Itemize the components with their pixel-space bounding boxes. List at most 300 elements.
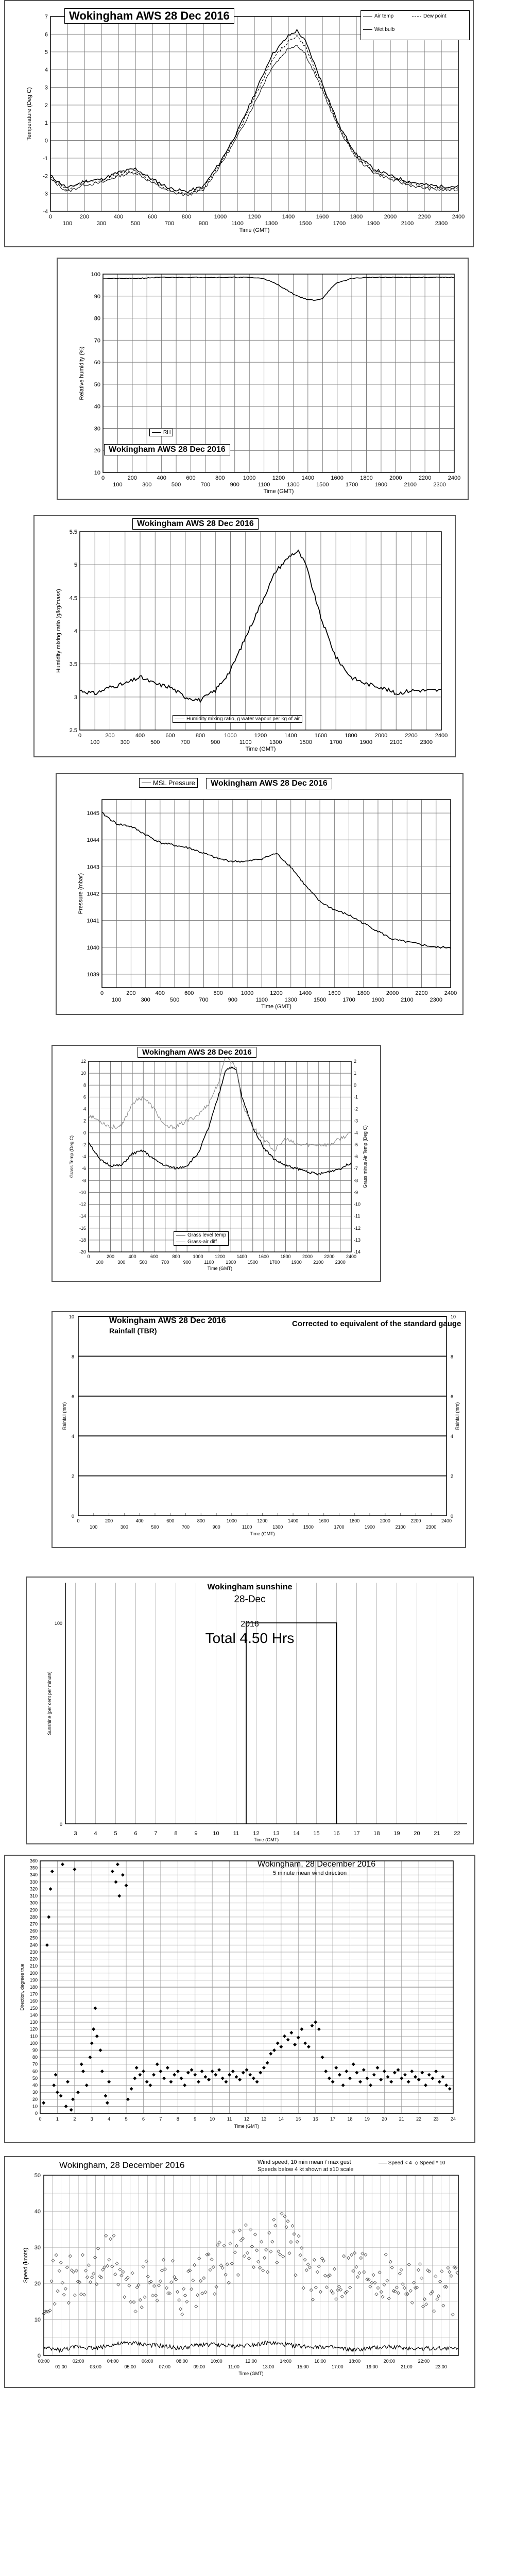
rainfall-chart-subtitle: Rainfall (TBR) (109, 1327, 157, 1335)
y-tick-label: 1043 (87, 864, 99, 871)
data-point (321, 2056, 324, 2059)
legend-grass-air-diff: Grass-air diff (187, 1239, 217, 1245)
data-point-speed-x10 (171, 2259, 175, 2262)
x-tick-label: 2000 (384, 214, 397, 220)
data-point-speed-x10 (53, 2302, 56, 2306)
x-tick-label: 0 (87, 1254, 90, 1259)
x-tick-label: 2000 (386, 990, 399, 996)
wind-speed-chart (5, 2157, 474, 2387)
wind-speed-chart-subtitle: Wind speed, 10 min mean / max gust (258, 2159, 351, 2165)
x-tick-label: 300 (120, 739, 130, 745)
data-point-speed-x10 (73, 2294, 76, 2297)
data-point (444, 2083, 448, 2087)
y-axis-label: Temperature (Deg C) (26, 87, 32, 141)
y-tick-label: 310 (29, 1893, 38, 1899)
data-point-speed-x10 (112, 2234, 115, 2237)
data-point-speed-x10 (56, 2290, 59, 2293)
y-right-tick-label: -5 (354, 1142, 358, 1147)
data-point (434, 2070, 438, 2073)
y-tick-label: 1045 (87, 810, 99, 817)
data-point (126, 2097, 130, 2101)
x-tick-label: 1700 (334, 1524, 345, 1530)
data-point-speed-x10 (280, 2212, 283, 2215)
x-tick-label: 1800 (360, 475, 373, 481)
x-tick-label: 1700 (342, 997, 355, 1003)
data-point-speed-x10 (151, 2294, 154, 2297)
data-point-speed-x10 (294, 2274, 297, 2277)
data-point (148, 2083, 152, 2087)
y-tick-label: -12 (79, 1201, 86, 1207)
y-tick-label: 120 (29, 2026, 38, 2032)
x-tick-label: 1800 (280, 1254, 291, 1259)
x-tick-label: 21 (399, 2116, 404, 2122)
y-tick-label: 60 (32, 2069, 38, 2074)
y-tick-label: 130 (29, 2020, 38, 2025)
x-tick-label: 1300 (284, 997, 297, 1003)
data-point (400, 2076, 403, 2080)
data-point (317, 2027, 321, 2031)
x-tick-label: 11:00 (228, 2364, 239, 2369)
x-tick-label: 1400 (282, 214, 295, 220)
legend-air-temp: Air temp (374, 13, 394, 19)
mixing-ratio-chart-title: Wokingham AWS 28 Dec 2016 (132, 518, 259, 530)
data-point-speed-x10 (159, 2280, 162, 2283)
x-tick-label: 20:00 (383, 2359, 396, 2364)
data-point-speed-x10 (439, 2280, 442, 2283)
pressure-legend (139, 778, 198, 788)
data-point-speed-x10 (218, 2241, 221, 2244)
x-axis-label: Time (GMT) (250, 1531, 275, 1536)
y-right-axis-label: Rainfall (mm) (455, 1402, 460, 1430)
x-tick-label: 600 (150, 1254, 159, 1259)
y-tick-label: 210 (29, 1963, 38, 1969)
data-point-speed-x10 (241, 2237, 244, 2240)
x-tick-label: 8 (174, 1831, 178, 1837)
data-point-speed-x10 (423, 2298, 426, 2301)
y-tick-label: 30 (32, 2090, 38, 2095)
data-point-speed-x10 (308, 2266, 311, 2269)
data-point (383, 2070, 386, 2073)
x-tick-label: 1400 (284, 733, 297, 739)
x-tick-label: 2100 (390, 739, 403, 745)
y-tick-label: 290 (29, 1907, 38, 1913)
y-tick-label: -4 (43, 209, 48, 215)
x-tick-label: 2200 (415, 990, 428, 996)
data-point-speed-x10 (381, 2295, 384, 2298)
data-point-speed-x10 (319, 2290, 322, 2293)
data-point (95, 2035, 99, 2038)
data-point (272, 2048, 276, 2052)
x-tick-label: 03:00 (90, 2364, 101, 2369)
x-tick-label: 800 (172, 1254, 180, 1259)
sunshine-chart (27, 1578, 473, 1843)
x-tick-label: 05:00 (124, 2364, 136, 2369)
data-point-speed-x10 (94, 2256, 97, 2259)
x-tick-label: 14 (278, 2116, 284, 2122)
x-tick-label: 17:00 (331, 2364, 344, 2369)
x-tick-label: 13 (273, 1831, 280, 1837)
data-point-speed-x10 (356, 2276, 359, 2279)
x-tick-label: 9 (194, 2116, 197, 2122)
x-tick-label: 16:00 (314, 2359, 326, 2364)
x-tick-label: 500 (150, 739, 160, 745)
sunshine-chart-year: 2016 (241, 1620, 259, 1629)
data-point-speed-x10 (185, 2300, 188, 2303)
x-tick-label: 1000 (224, 733, 237, 739)
data-point-speed-x10 (369, 2285, 372, 2288)
data-point-speed-x10 (126, 2276, 129, 2279)
data-point-speed-x10 (437, 2295, 440, 2298)
x-tick-label: 18:00 (349, 2359, 361, 2364)
x-tick-label: 2200 (410, 1518, 421, 1523)
x-tick-label: 300 (141, 997, 150, 1003)
data-point (310, 2024, 314, 2027)
y-tick-label: -14 (79, 1213, 86, 1219)
data-point-speed-x10 (140, 2306, 143, 2309)
x-tick-label: 700 (180, 739, 190, 745)
x-tick-label: 0 (77, 1518, 80, 1523)
x-tick-label: 18 (347, 2116, 353, 2122)
x-tick-label: 1000 (226, 1518, 237, 1523)
y-tick-label: 50 (94, 381, 100, 388)
data-point-speed-x10 (184, 2294, 187, 2297)
x-tick-label: 1400 (288, 1518, 299, 1523)
x-tick-label: 10 (210, 2116, 215, 2122)
y-tick-label: 260 (29, 1928, 38, 1934)
data-point-speed-x10 (352, 2269, 355, 2273)
data-point-speed-x10 (175, 2278, 178, 2281)
temperature-chart-title: Wokingham AWS 28 Dec 2016 (64, 8, 234, 24)
x-tick-label: 1700 (269, 1260, 280, 1265)
data-point (286, 2038, 290, 2042)
y-right-tick-label: 2 (354, 1059, 357, 1064)
x-tick-label: 24 (450, 2116, 456, 2122)
y-tick-label: 100 (54, 1621, 62, 1626)
data-point-speed-x10 (305, 2269, 308, 2272)
x-tick-label: 1900 (365, 1524, 375, 1530)
x-tick-label: 21 (434, 1831, 440, 1837)
data-point-speed-x10 (403, 2286, 406, 2290)
x-tick-label: 1200 (254, 733, 267, 739)
data-point (162, 2076, 166, 2080)
data-point-speed-x10 (50, 2280, 53, 2283)
x-tick-label: 900 (211, 739, 220, 745)
y-tick-label: 180 (29, 1985, 38, 1990)
y-tick-label: 2 (83, 1118, 86, 1124)
data-point (448, 2087, 452, 2091)
x-tick-label: 2100 (401, 997, 414, 1003)
y-right-tick-label: -12 (354, 1225, 361, 1231)
x-tick-label: 200 (126, 990, 136, 996)
y-tick-label: 50 (34, 2173, 41, 2179)
x-tick-label: 2100 (404, 482, 417, 488)
x-tick-label: 2300 (433, 482, 446, 488)
x-tick-label: 600 (184, 990, 194, 996)
data-point-speed-x10 (115, 2262, 118, 2265)
data-point-speed-x10 (440, 2270, 443, 2273)
data-point-speed-x10 (289, 2241, 293, 2244)
x-tick-label: 600 (165, 733, 175, 739)
x-tick-label: 2000 (389, 475, 402, 481)
data-point (80, 2062, 83, 2066)
data-point (331, 2080, 335, 2083)
data-point-speed-x10 (229, 2242, 232, 2245)
wind-direction-chart-title: Wokingham, 28 December 2016 (258, 1860, 376, 1869)
y-tick-label: 90 (94, 293, 100, 300)
data-point (59, 2094, 63, 2097)
y-axis-label: Pressure (mbar) (78, 873, 84, 914)
y-tick-label: 1040 (87, 944, 99, 951)
legend-grass-level-temp: Grass level temp (187, 1232, 227, 1238)
x-tick-label: 600 (166, 1518, 175, 1523)
wind-speed-chart-subtitle-2: Speeds below 4 kt shown at x10 scale (258, 2166, 354, 2173)
y-tick-label: 50 (32, 2075, 38, 2081)
data-point (283, 2035, 286, 2038)
data-point-speed-x10 (341, 2295, 344, 2298)
x-tick-label: 1300 (287, 482, 300, 488)
data-point-speed-x10 (105, 2234, 108, 2238)
x-tick-label: 1600 (314, 733, 328, 739)
x-tick-label: 4 (108, 2116, 111, 2122)
x-tick-label: 900 (212, 1524, 220, 1530)
y-tick-label: 110 (30, 2033, 38, 2039)
data-point-speed-x10 (364, 2253, 367, 2256)
x-tick-label: 1300 (272, 1524, 283, 1530)
x-tick-label: 1400 (236, 1254, 247, 1259)
y-tick-label: 100 (91, 272, 100, 278)
x-tick-label: 1 (56, 2116, 59, 2122)
y-tick-label: 40 (32, 2082, 38, 2088)
x-tick-label: 1500 (247, 1260, 258, 1265)
temperature-chart-panel (4, 0, 474, 247)
data-point-speed-x10 (363, 2270, 366, 2274)
x-tick-label: 800 (181, 214, 192, 220)
x-tick-label: 1000 (241, 990, 254, 996)
data-point-speed-x10 (392, 2289, 395, 2292)
data-point-speed-x10 (224, 2273, 227, 2276)
x-tick-label: 1800 (357, 990, 370, 996)
data-point (166, 2066, 169, 2070)
data-point-speed-x10 (204, 2291, 207, 2294)
data-point-speed-x10 (266, 2270, 269, 2274)
data-point (49, 1887, 53, 1891)
x-tick-label: 1400 (299, 990, 312, 996)
data-point (111, 1870, 114, 1873)
data-point (255, 2080, 259, 2083)
data-point (279, 2045, 283, 2048)
y-tick-label: 0 (35, 2111, 38, 2116)
data-point-speed-x10 (263, 2256, 266, 2259)
x-tick-label: 100 (62, 221, 73, 227)
data-point-speed-x10 (213, 2293, 216, 2296)
x-tick-label: 01:00 (55, 2364, 67, 2369)
x-tick-label: 900 (228, 997, 238, 1003)
data-point (375, 2066, 379, 2070)
x-tick-label: 200 (106, 1254, 115, 1259)
y-tick-label: 1041 (87, 918, 99, 924)
data-point-speed-x10 (249, 2228, 252, 2231)
data-point-speed-x10 (91, 2276, 94, 2279)
x-tick-label: 800 (215, 475, 225, 481)
x-tick-label: 22:00 (418, 2359, 430, 2364)
x-tick-label: 2000 (302, 1254, 313, 1259)
x-tick-label: 900 (230, 482, 239, 488)
data-point (410, 2070, 414, 2073)
data-point-speed-x10 (376, 2286, 380, 2290)
mixing-ratio-chart-panel (33, 515, 456, 757)
data-point-speed-x10 (82, 2293, 85, 2296)
wind-speed-chart-panel (4, 2156, 475, 2388)
y-tick-label: 0 (59, 1822, 62, 1827)
data-point-speed-x10 (355, 2265, 358, 2268)
data-point (145, 2080, 149, 2083)
x-tick-label: 08:00 (176, 2359, 188, 2364)
y-tick-label: 6 (44, 31, 48, 38)
x-tick-label: 100 (90, 739, 100, 745)
data-point-speed-x10 (134, 2310, 137, 2313)
data-point (180, 2076, 183, 2080)
y-tick-label: 360 (29, 1858, 38, 1863)
data-point (348, 2076, 352, 2080)
y-tick-label: 40 (94, 403, 100, 410)
data-point (369, 2083, 372, 2087)
data-point (300, 2027, 303, 2031)
data-point-speed-x10 (279, 2253, 282, 2256)
data-point-speed-x10 (192, 2279, 195, 2282)
x-tick-label: 21:00 (401, 2364, 413, 2369)
data-point-speed-x10 (453, 2266, 456, 2269)
data-point-speed-x10 (202, 2277, 205, 2280)
data-point-speed-x10 (62, 2293, 65, 2296)
legend-mixing-ratio: Humidity mixing ratio, g water vapour per kg of air (186, 716, 300, 722)
x-tick-label: 1500 (313, 997, 327, 1003)
data-point (314, 2021, 317, 2024)
x-tick-label: 1000 (193, 1254, 203, 1259)
x-tick-label: 15 (296, 2116, 301, 2122)
data-point-speed-x10 (64, 2287, 67, 2290)
x-tick-label: 16 (333, 1831, 340, 1837)
wind-speed-chart-title: Wokingham, 28 December 2016 (59, 2160, 185, 2170)
x-tick-label: 1100 (255, 997, 268, 1003)
y-tick-label: 1042 (87, 891, 99, 897)
data-point-speed-x10 (216, 2244, 219, 2247)
data-point-speed-x10 (316, 2270, 319, 2274)
data-point-speed-x10 (350, 2253, 353, 2257)
data-point-speed-x10 (75, 2269, 78, 2272)
x-tick-label: 1900 (374, 482, 388, 488)
data-point-speed-x10 (417, 2268, 420, 2272)
x-tick-label: 23:00 (435, 2364, 447, 2369)
y-right-tick-label: -13 (354, 1237, 361, 1243)
data-point (130, 2087, 133, 2091)
data-point-speed-x10 (286, 2219, 289, 2223)
x-tick-label: 800 (197, 1518, 205, 1523)
data-point-speed-x10 (122, 2270, 125, 2274)
y-tick-label: 1044 (87, 837, 99, 844)
data-point-speed-x10 (393, 2290, 397, 2293)
x-tick-label: 0 (48, 214, 53, 220)
data-point-speed-x10 (205, 2253, 209, 2256)
y-tick-label: 0 (37, 2353, 41, 2359)
data-point-speed-x10 (70, 2269, 73, 2272)
data-point (173, 2073, 176, 2077)
y-tick-label: 1039 (87, 971, 99, 978)
x-tick-label: 400 (157, 475, 166, 481)
y-tick-label: 4 (74, 628, 77, 635)
data-point (197, 2080, 200, 2083)
data-point-speed-x10 (190, 2287, 193, 2291)
y-tick-label: 280 (29, 1914, 38, 1920)
y-axis-label: Humidity mixing ratio (g/kg/mass) (56, 589, 62, 673)
data-point (328, 2076, 331, 2080)
x-tick-label: 600 (147, 214, 158, 220)
data-point-speed-x10 (129, 2300, 132, 2303)
y-tick-label: 5.5 (69, 529, 77, 535)
x-tick-label: 200 (105, 1518, 113, 1523)
data-point (50, 1870, 54, 1873)
data-point (341, 2083, 345, 2087)
data-point (214, 2073, 217, 2077)
data-point-speed-x10 (299, 2253, 302, 2257)
legend-rh: RH (163, 430, 171, 435)
data-point-speed-x10 (367, 2278, 370, 2281)
x-tick-label: 1200 (257, 1518, 268, 1523)
x-axis-label: Time (GMT) (207, 1266, 233, 1271)
data-point-speed-x10 (310, 2289, 313, 2292)
x-tick-label: 600 (186, 475, 196, 481)
x-tick-label: 1300 (269, 739, 282, 745)
y-tick-label: -1 (43, 155, 48, 162)
y-tick-label: -4 (81, 1154, 86, 1159)
y-right-tick-label: -2 (354, 1106, 358, 1112)
data-point-speed-x10 (65, 2266, 68, 2269)
x-tick-label: 2400 (444, 990, 457, 996)
y-tick-label: 2.5 (69, 727, 77, 734)
data-point-speed-x10 (142, 2265, 145, 2268)
humidity-chart (58, 259, 468, 499)
x-tick-label: 1100 (239, 739, 252, 745)
humidity-chart-title: Wokingham AWS 28 Dec 2016 (104, 444, 230, 455)
y-tick-label: 12 (80, 1059, 86, 1064)
x-tick-label: 1500 (303, 1524, 314, 1530)
data-point (334, 2066, 338, 2070)
x-tick-label: 16 (313, 2116, 318, 2122)
data-point-speed-x10 (165, 2286, 168, 2290)
data-point-speed-x10 (86, 2276, 89, 2279)
y-axis-label: Relative humidity (%) (79, 346, 85, 400)
x-tick-label: 500 (169, 997, 180, 1003)
data-point (45, 1943, 49, 1947)
data-point (106, 2101, 109, 2105)
y-tick-label: -2 (43, 173, 48, 180)
y-tick-label: 3 (44, 84, 48, 91)
y-tick-label: 4 (44, 67, 48, 74)
x-tick-label: 0 (39, 2116, 42, 2122)
x-tick-label: 1900 (291, 1260, 302, 1265)
data-point (98, 2048, 102, 2052)
y-tick-label: 150 (29, 2005, 38, 2011)
y-tick-label: 160 (29, 1998, 38, 2004)
x-tick-label: 1200 (214, 1254, 226, 1259)
x-tick-label: 500 (171, 482, 181, 488)
data-point (303, 2041, 307, 2045)
pressure-chart (57, 774, 462, 1014)
x-tick-label: 100 (113, 482, 123, 488)
x-tick-label: 1700 (333, 221, 346, 227)
pressure-chart-panel (56, 773, 464, 1015)
data-point-speed-x10 (285, 2226, 288, 2229)
data-point (81, 2070, 85, 2073)
